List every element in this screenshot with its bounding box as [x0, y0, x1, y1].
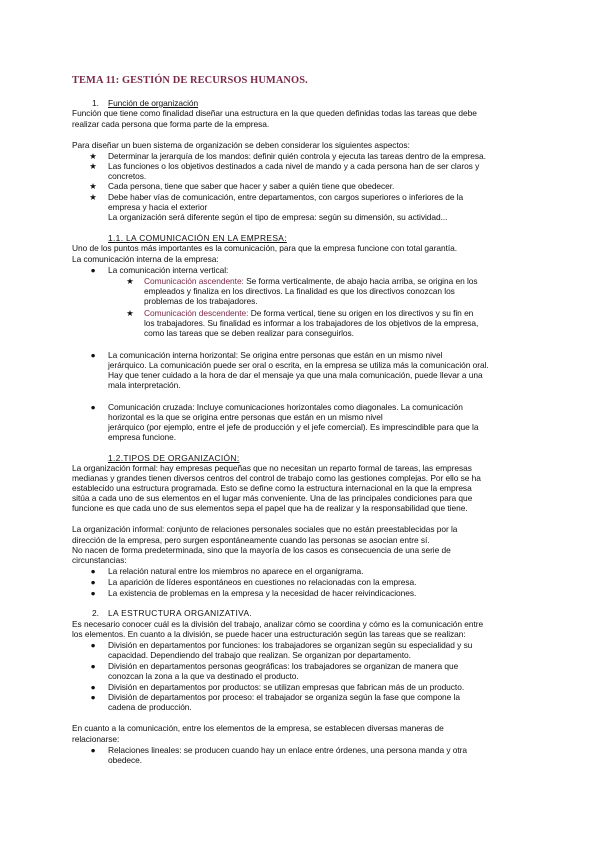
list-item: Hay que tener cuidado a la hora de dar el mensaje ya que una mala comunicación, puede llevar a una: [108, 370, 483, 380]
star-bullet: ★: [89, 192, 97, 202]
list-item: empresa y hacia el exterior: [108, 202, 208, 212]
paragraph-line: funcione es que cada uno de sus elementos sepa el papel que ha de realizar y la responsabilidad que tiene.: [72, 503, 468, 513]
list-item: capacidad. Dependiendo del trabajo que realizan. Se organizan por departamento.: [108, 650, 411, 660]
list-item: Las funciones o los objetivos destinados a cada nivel de mando y a cada persona han de ser claros y: [108, 161, 480, 171]
subsection-1-2-heading: 1.2.TIPOS DE ORGANIZACIÓN:: [108, 453, 240, 463]
section-1-number: 1.: [92, 98, 99, 108]
highlight-term: Comunicación descendente:: [144, 308, 249, 318]
list-item: mala interpretación.: [108, 380, 181, 390]
paragraph-line: Función que tiene como finalidad diseñar una estructura en la que queden definidas todas las tareas que debe: [72, 108, 477, 118]
dot-bullet: ●: [90, 402, 96, 412]
paragraph-line: circunstancias:: [72, 555, 127, 565]
paragraph-line: Para diseñar un buen sistema de organización se deben considerar los siguientes aspectos:: [72, 140, 410, 150]
dot-bullet: ●: [90, 661, 96, 671]
list-item: Comunicación cruzada: Incluye comunicaciones horizontales como diagonales. La comunicación: [108, 402, 463, 412]
list-item: División de departamentos por proceso: el trabajador se organiza según la fase que compone la: [108, 692, 460, 702]
list-item: empleados y finaliza en los directivos. La finalidad es que los directivos conozcan los: [144, 286, 455, 296]
list-item: problemas de los trabajadores.: [144, 296, 258, 306]
star-bullet: ★: [89, 151, 97, 161]
paragraph-line: La organización será diferente según el tipo de empresa: según su dimensión, su actividad...: [108, 212, 448, 222]
list-item: horizontal es la que se origina entre personas que están en un mismo nivel: [108, 412, 383, 422]
dot-bullet: ●: [90, 265, 96, 275]
list-item: cadena de producción.: [108, 702, 192, 712]
paragraph-line: relacionarse:: [72, 734, 120, 744]
dot-bullet: ●: [90, 745, 96, 755]
list-item: Comunicación descendente: De forma vertical, tiene su origen en los directivos y su fin en: [144, 308, 474, 318]
star-bullet: ★: [89, 181, 97, 191]
dot-bullet: ●: [90, 640, 96, 650]
list-item: La aparición de líderes espontáneos en cuestiones no relacionadas con la empresa.: [108, 577, 417, 587]
list-item: jerárquico (por ejemplo, entre el jefe de producción y el jefe comercial). Es imprescindible para que la: [108, 422, 479, 432]
paragraph-line: En cuanto a la comunicación, entre los elementos de la empresa, se establecen diversas maneras de: [72, 723, 444, 733]
paragraph-line: establecido una estructura programada. Esto se define como la estructura internacional en la que la empresa: [72, 483, 472, 493]
section-1-heading: Función de organización: [108, 98, 199, 108]
subsection-1-1-heading: 1.1. LA COMUNICACIÓN EN LA EMPRESA:: [108, 233, 287, 243]
list-item: los trabajadores. Su finalidad es informar a los trabajadores de los objetivos de la empresa,: [144, 318, 479, 328]
list-item: obedece.: [108, 755, 143, 765]
section-2-number: 2.: [92, 608, 99, 618]
list-item: Cada persona, tiene que saber que hacer y saber a quién tiene que obedecer.: [108, 181, 395, 191]
list-item: La existencia de problemas en la empresa y la necesidad de hacer reivindicaciones.: [108, 588, 417, 598]
list-item: La relación natural entre los miembros no aparece en el organigrama.: [108, 566, 364, 576]
dot-bullet: ●: [90, 682, 96, 692]
list-item: División en departamentos por funciones: los trabajadores se organizan según su especialidad y su: [108, 640, 473, 650]
list-item: Debe haber vías de comunicación, entre departamentos, con cargos superiores o inferiores de la: [108, 192, 464, 202]
list-item: División en departamentos por productos: se utilizan empresas que fabrican más de un producto.: [108, 682, 465, 692]
list-item: Determinar la jerarquía de los mandos: definir quién controla y ejecuta las tareas dentro de la empresa.: [108, 151, 486, 161]
paragraph-line: sitúa a cada uno de sus elementos en el lugar más conveniente. Una de las principales condiciones para que: [72, 493, 473, 503]
dot-bullet: ●: [90, 588, 96, 598]
paragraph-line: los elementos. En cuanto a la división, se puede hacer una estructuración según las tareas que se realizan:: [72, 629, 466, 639]
list-item: empresa funcione.: [108, 432, 177, 442]
dot-bullet: ●: [90, 577, 96, 587]
paragraph-line: Es necesario conocer cuál es la división del trabajo, analizar cómo se coordina y cómo es la comunicación entre: [72, 619, 484, 629]
list-item: División en departamentos personas geográficas: los trabajadores se organizan de manera que: [108, 661, 459, 671]
star-bullet: ★: [89, 161, 97, 171]
list-item: concretos.: [108, 171, 147, 181]
list-item: Comunicación ascendente: Se forma verticalmente, de abajo hacia arriba, se origina en los: [144, 276, 478, 286]
paragraph-line: medianas y grandes tienen diversos centros del control de trabajo como las gestiones complejas. Por ello se ha: [72, 473, 481, 483]
list-item: como las tareas que se deben realizar para conseguirlos.: [144, 328, 354, 338]
star-bullet: ★: [126, 308, 134, 318]
document-title: TEMA 11: GESTIÓN DE RECURSOS HUMANOS.: [72, 75, 308, 86]
paragraph-line: realizar cada persona que forma parte de la empresa.: [72, 119, 270, 129]
dot-bullet: ●: [90, 566, 96, 576]
list-item: jerárquico. La comunicación puede ser oral o escrita, en la empresa se utiliza más la comunicación oral.: [108, 360, 489, 370]
paragraph-line: La comunicación interna de la empresa:: [72, 254, 219, 264]
paragraph-line: Uno de los puntos más importantes es la comunicación, para que la empresa funcione con total garantía.: [72, 243, 458, 253]
paragraph-line: No nacen de forma predeterminada, sino que la mayoría de los casos es consecuencia de una serie de: [72, 545, 451, 555]
list-item: La comunicación interna vertical:: [108, 265, 229, 275]
dot-bullet: ●: [90, 350, 96, 360]
dot-bullet: ●: [90, 692, 96, 702]
list-item: La comunicación interna horizontal: Se origina entre personas que están en un mismo nivel: [108, 350, 443, 360]
list-item: conozcan la zona a la que va destinado el producto.: [108, 671, 299, 681]
star-bullet: ★: [126, 276, 134, 286]
section-2-heading: LA ESTRUCTURA ORGANIZATIVA.: [108, 608, 253, 618]
highlight-term: Comunicación ascendente:: [144, 276, 244, 286]
paragraph-line: La organización formal: hay empresas pequeñas que no necesitan un reparto formal de tareas, las empresas: [72, 463, 472, 473]
paragraph-line: La organización informal: conjunto de relaciones personales sociales que no están preestablecidas por la: [72, 524, 458, 534]
list-item: Relaciones lineales: se producen cuando hay un enlace entre órdenes, una persona manda y otra: [108, 745, 467, 755]
paragraph-line: dirección de la empresa, pero surgen espontáneamente cuando las personas se asocian entre sí.: [72, 535, 430, 545]
